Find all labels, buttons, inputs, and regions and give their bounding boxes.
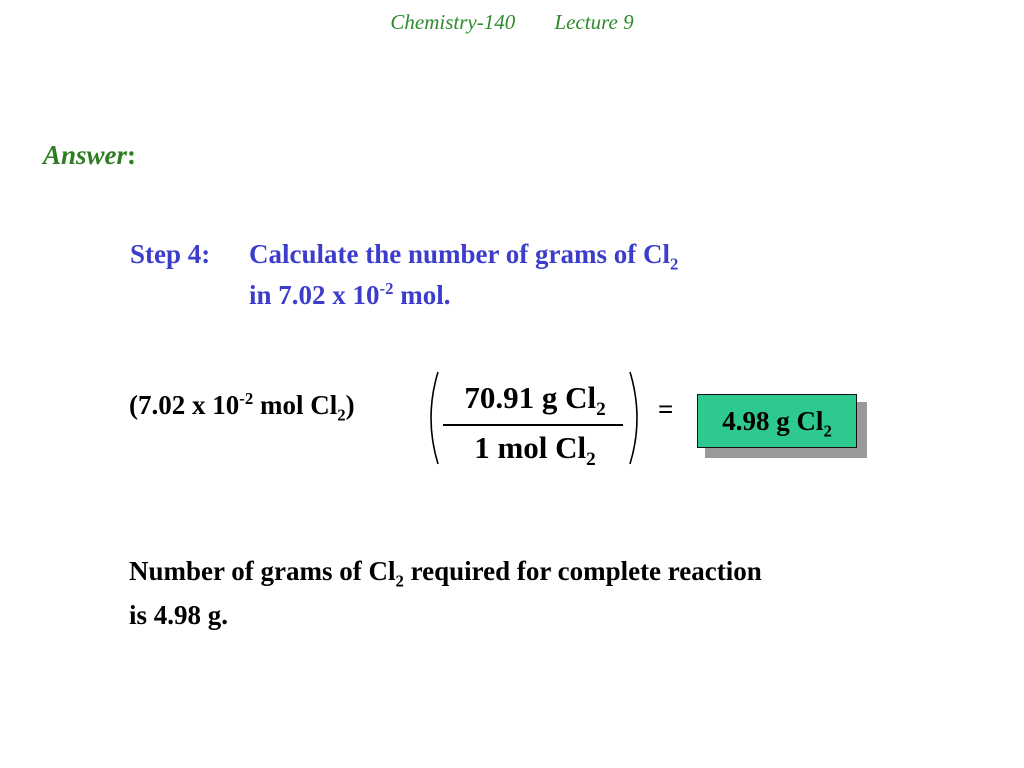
step-line-2-post: mol. — [393, 280, 451, 310]
numerator-subscript: 2 — [596, 399, 606, 421]
denominator-subscript: 2 — [586, 449, 596, 471]
fraction-numerator — [440, 380, 630, 421]
equation-left-subscript: 2 — [337, 405, 346, 425]
step-label: Step 4: — [130, 239, 211, 269]
conclusion-post: required for complete reaction — [403, 556, 762, 586]
step-line-2-pre: in 7.02 x 10 — [249, 280, 380, 310]
step-line-1-subscript: 2 — [669, 254, 679, 274]
numerator-text: 70.91 g Cl — [464, 380, 597, 415]
conclusion-pre: Number of grams of Cl — [129, 556, 396, 586]
equation-left-post: ) — [345, 390, 355, 420]
fraction-denominator — [440, 430, 630, 471]
equation-left-exponent: -2 — [239, 389, 254, 408]
answer-colon: : — [127, 140, 137, 170]
slide-header — [0, 10, 1024, 35]
course-title: Chemistry-140 — [390, 10, 516, 34]
conclusion-text — [129, 549, 949, 637]
conclusion-subscript: 2 — [395, 571, 404, 591]
result-text: 4.98 g Cl — [722, 406, 824, 436]
equation-left-pre: (7.02 x 10 — [129, 390, 240, 420]
step-line-1-text: Calculate the number of grams of Cl — [249, 239, 670, 269]
answer-heading — [43, 140, 136, 171]
equation-left-mid: mol Cl — [253, 390, 338, 420]
equation-left-term — [129, 389, 355, 425]
conclusion-line-2: is 4.98 g. — [129, 600, 229, 630]
equals-sign: = — [658, 394, 674, 424]
step-line-1 — [130, 234, 678, 275]
step-line-2-exponent: -2 — [379, 279, 394, 298]
denominator-text: 1 mol Cl — [474, 430, 587, 465]
left-parenthesis — [431, 372, 438, 464]
result-box — [697, 394, 857, 448]
step-line-2 — [130, 275, 678, 316]
lecture-number: Lecture 9 — [554, 10, 634, 34]
fraction-bar — [443, 424, 623, 426]
result-subscript: 2 — [823, 421, 832, 441]
answer-label: Answer — [43, 140, 128, 170]
step-instruction — [130, 234, 678, 316]
conclusion-line-1 — [129, 549, 949, 593]
right-parenthesis — [630, 372, 637, 464]
